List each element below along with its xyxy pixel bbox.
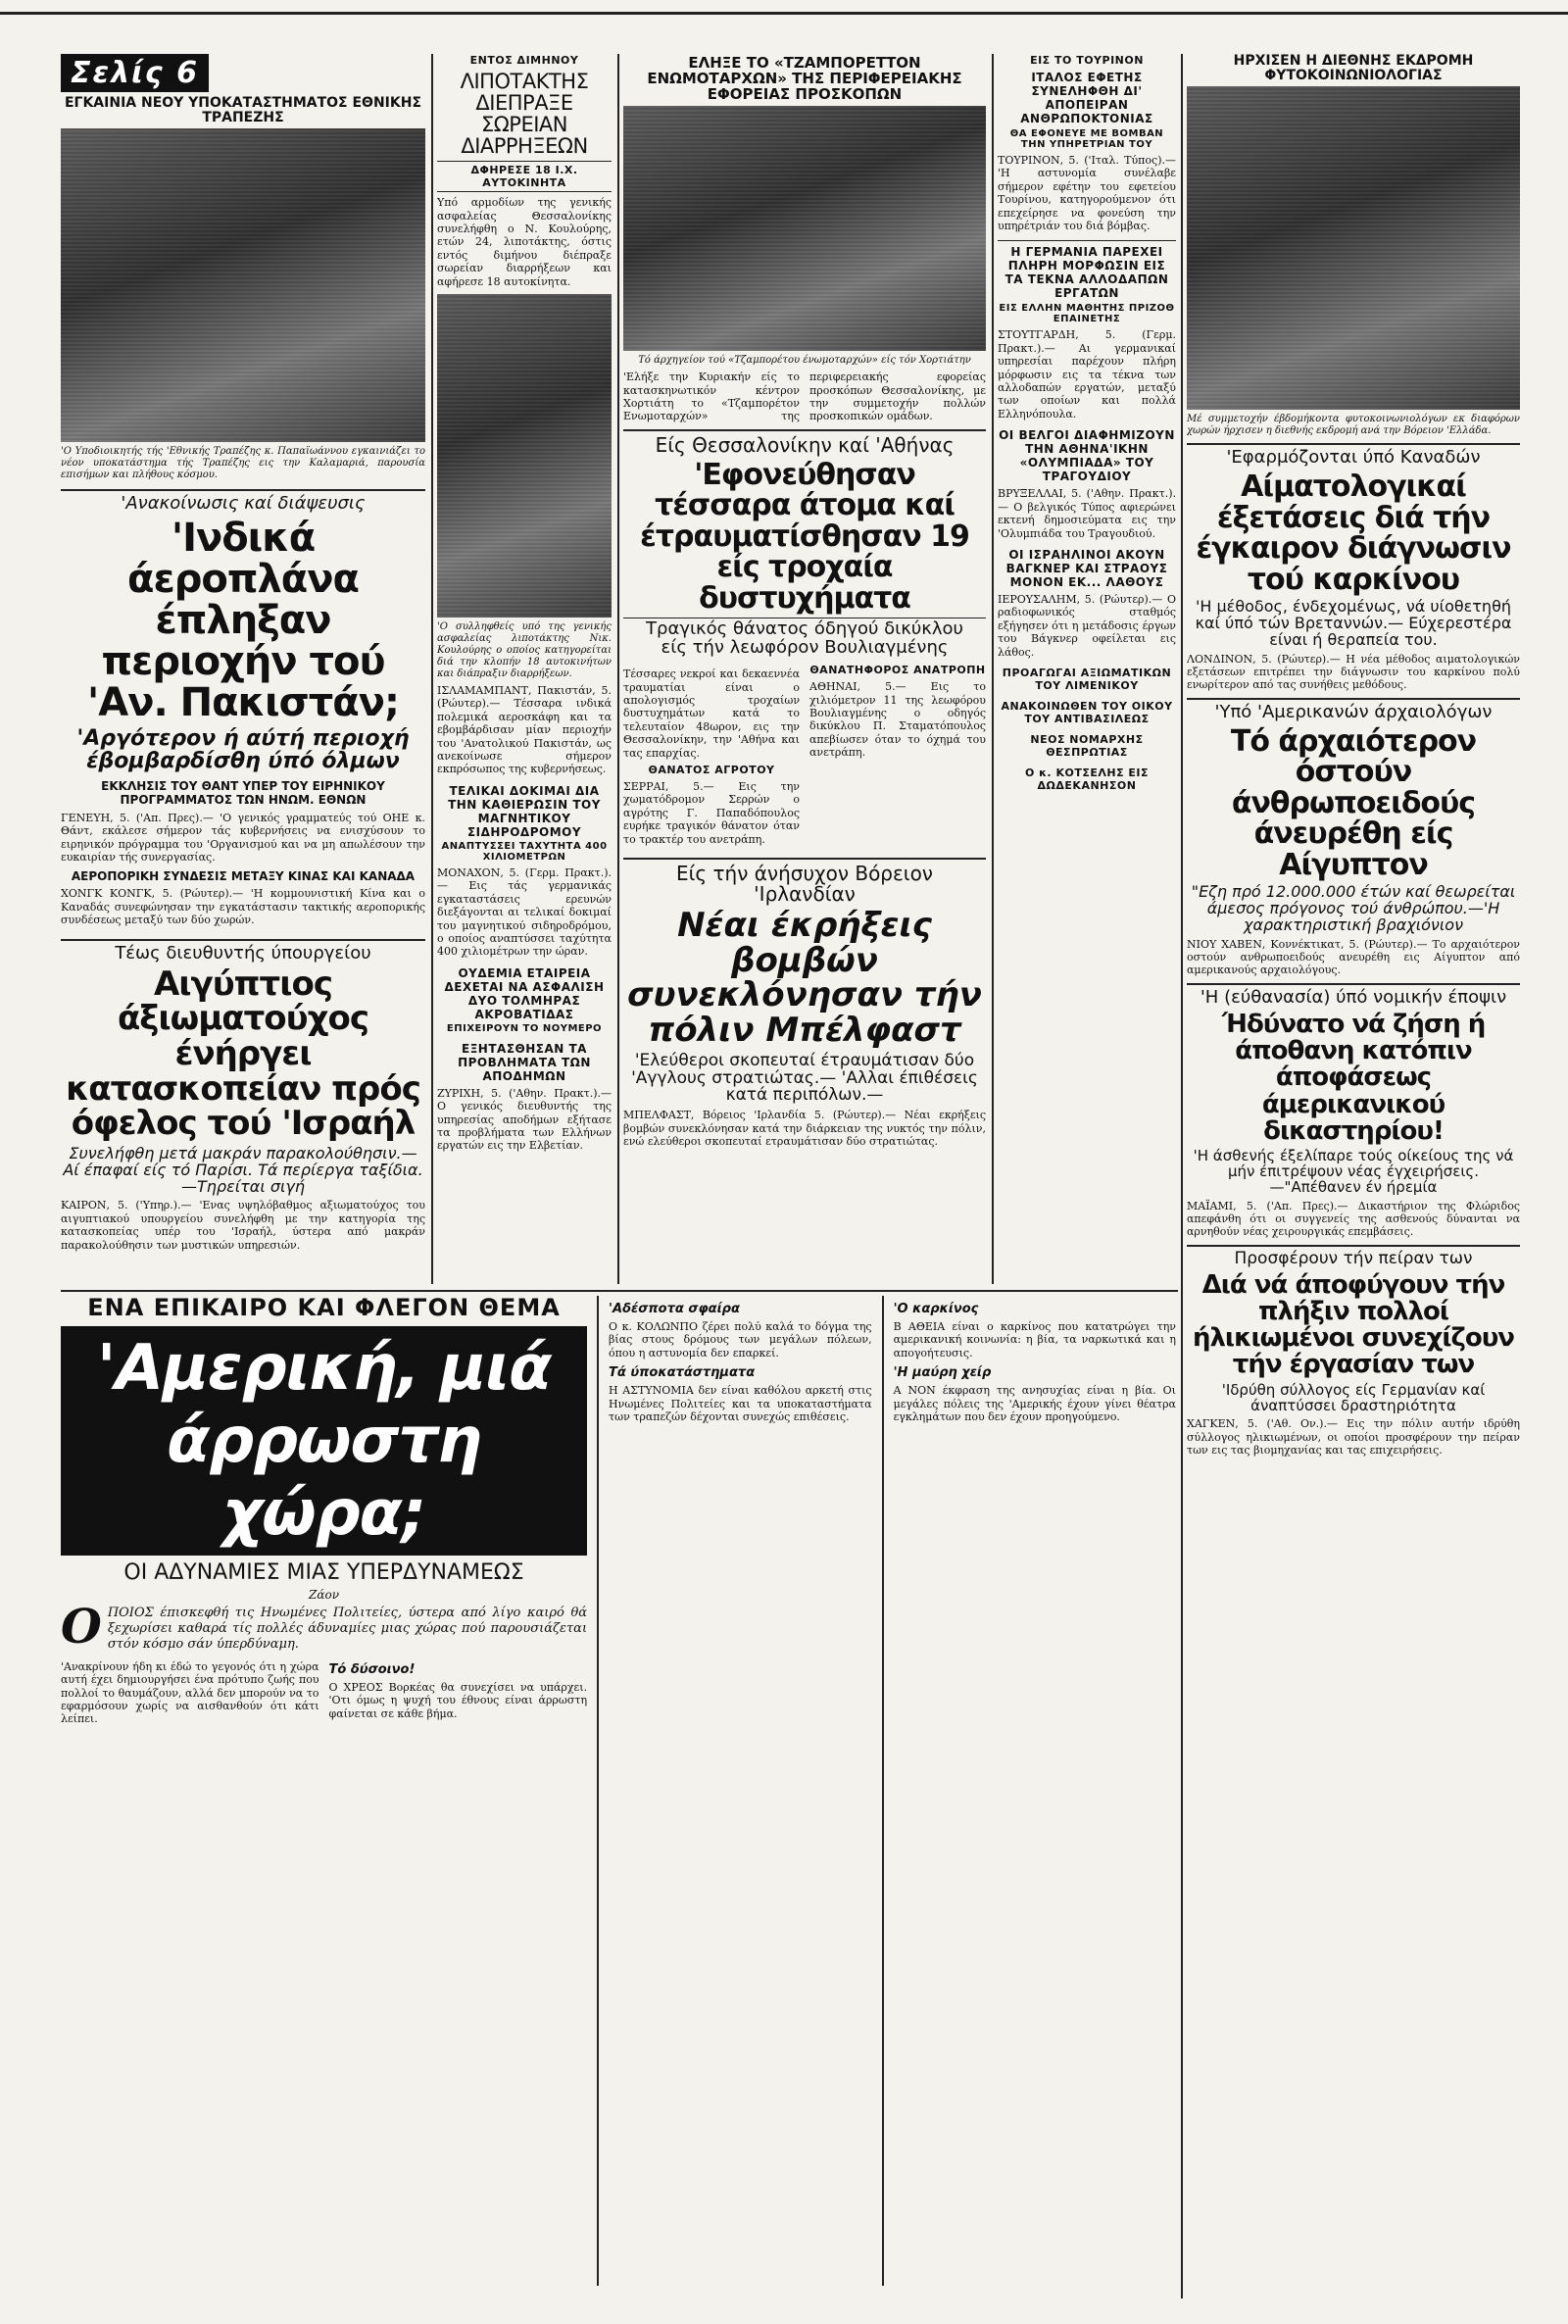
egypt-bone-kicker: 'Υπό 'Αμερικανών άρχαιολόγων (1214, 701, 1493, 722)
bank-opening-caption: 'Ο Υποδιοικητής τής 'Εθνικής Τραπέζης κ. Παπαϊωάννου εγκαινιάζει το νέον υποκατάστημα τής Τραπέζης εις την Καλαμαριά, παρουσία επισήμων και πλήθους κόσμου. (61, 446, 425, 481)
belfast-kicker: Είς τήν άνήσυχον Βόρειον 'Ιρλανδίαν (676, 862, 933, 907)
deserter-body: Υπό αρμοδίων της γενικής ασφαλείας Θεσσαλονίκης συνελήφθη ο Ν. Κουλούρης, ετών 24, λιποτάκτης, όστις εντός διμήνου διέπραξε σωρείαν διαρρήξεων και αφήρεσε 18 αυτοκίνητα. (437, 196, 612, 288)
cancer-deck: 'Η μέθοδος, ένδεχομένως, νά υίοθετηθή καί ύπό τών Βρεταννών.— Εύχερεστέρα είναι ή θεραπεία του. (1195, 597, 1512, 649)
column-2 (437, 54, 612, 1284)
india-headline: 'Ινδικά άεροπλάνα έπληξαν περιοχήν τού 'Αν. Πακιστάν; (87, 516, 399, 726)
phytosociology-photo (1187, 86, 1520, 410)
egypt-bone-deck: "Εζη πρό 12.000.000 έτών καί θεωρείται άμεσος πρόγονος τού άνθρώπου.—'Η χαρακτηριστική βραχιόνιον (1191, 882, 1516, 934)
thant-body: ΓΕΝΕΥΗ, 5. ('Απ. Πρες).— 'Ο γενικός γραμματεύς τού ΟΗΕ κ. Θάντ, εκάλεσε σήμερον τάς κυβερνήσεις να ενισχύσουν το ειρηνικόν πρόγραμμα του 'Οργανισμού και να μη απωλέσουν την ευκαιρίαν τής συνεργασίας. (61, 812, 425, 865)
accidents-kicker: Είς Θεσσαλονίκην καί 'Αθήνας (655, 432, 955, 457)
page-label: Σελίς 6 (61, 54, 209, 92)
deserter-kicker: ΕΝΤΟΣ ΔΙΜΗΝΟΥ (469, 54, 579, 67)
feature-subhead-5: 'Η μαύρη χείρ (893, 1365, 992, 1381)
elderly-kicker: Προσφέρουν τήν πείραν των (1234, 1248, 1473, 1268)
overturn-body: ΑΘΗΝΑΙ, 5.— Εις το χιλιόμετρον 11 της λεωφόρου Βουλιαγμένης ο οδηγός δικύκλου Π. Σταματόπουλος απεβίωσεν όταν το όχημά του ανετράπη. (809, 680, 986, 760)
egypt-bone-body: ΝΙΟΥ ΧΑΒΕΝ, Κοννέκτικατ, 5. (Ρώυτερ).— Το αρχαιότερον οστούν ανθρωποειδούς ανευρέθη εις Αίγυπτον από αμερικανούς αρχαιολόγους. (1187, 937, 1520, 977)
egypt-spy-headline: Αιγύπτιος άξιωματούχος ένήργει κατασκοπείαν πρός όφελος τού 'Ισραήλ (66, 964, 420, 1144)
turin-kicker: ΕΙΣ ΤΟ ΤΟΥΡΙΝΟΝ (1030, 54, 1144, 67)
feature-subhead-3: Τά ύποκατάστηματα (609, 1365, 756, 1381)
column-rule (1181, 54, 1183, 2299)
turin-headline: ΙΤΑΛΟΣ ΕΦΕΤΗΣ ΣΥΝΕΛΗΦΘΗ ΔΙ' ΑΠΟΠΕΙΡΑΝ ΑΝΘΡΩΠΟΚΤΟΝΙΑΣ (1020, 71, 1153, 125)
germany-education-subhead: ΕΙΣ ΕΛΛΗΝ ΜΑΘΗΤΗΣ ΠΡΙΖΟΘ ΕΠΑΙΝΕΤΗΣ (999, 303, 1175, 325)
pakistan-body: ΙΣΛΑΜΑΜΠΑΝΤ, Πακιστάν, 5. (Ρώυτερ).— Τέσσαρα ινδικά πολεμικά αεροσκάφη και τα εβομβάρδισαν μίαν περιοχήν του 'Ανατολικού Πακιστάν, ως ανεκοίνωσε σήμερον εκπρόσωπος της κυβερνήσεως. (437, 684, 612, 776)
feature-rule (61, 1290, 1178, 1292)
maglev-speed: ΑΝΑΠΤΥΣΣΕΙ ΤΑΧΥΤΗΤΑ 400 ΧΙΛΙΟΜΕΤΡΩΝ (441, 840, 608, 863)
column-1 (61, 54, 425, 1284)
turin-body: ΤΟΥΡΙΝΟΝ, 5. ('Ιταλ. Τύπος).— 'Η αστυνομία συνέλαβε σήμερον εφέτην του εφετείου Τουρίνου, κατηγορούμενον ότι επεχείρησε να φονεύση την υπηρέτριάν του διά βόμβας. (998, 154, 1176, 233)
belfast-headline: Νέαι έκρήξεις βομβών συνεκλόνησαν τήν πόλιν Μπέλφαστ (627, 906, 982, 1051)
scouts-body: 'Ελήξε την Κυριακήν είς το κατασκηνωτικόν κέντρον Χορτιάτη το «Τζαμπορέτον Ενωμοταρχών» της περιφερειακής εφορείας προσκόπων Θεσσαλονίκης, με την συμμετοχήν πολλών προσκοπικών ομάδων. (623, 371, 986, 423)
scouts-caption: Τό άρχηγείον τού «Τζαμπορέτου ένωμοταρχών» είς τόν Χορτιάτην (638, 355, 971, 367)
prefect-subhead: ΝΕΟΣ ΝΟΜΑΡΧΗΣ ΘΕΣΠΡΩΤΙΑΣ (1030, 732, 1144, 759)
cancer-body: ΛΟΝΔΙΝΟΝ, 5. (Ρώυτερ).— Η νέα μέθοδος αιματολογικών εξετάσεων επιτρέπει την διάγνωσιν του καρκίνου πολύ ενωρίτερον από τας συνήθεις μεθόδους. (1187, 652, 1520, 692)
feature-body-1b: Ο ΧΡΕΟΣ Βορκέας θα συνεχίσει να υπάρχει. 'Οτι όμως η ψυχή του έθνους είναι άρρωστη φαίνεται σε κάθε βήμα. (328, 1680, 588, 1720)
feature-byline: Ζάον (309, 1588, 340, 1603)
column-5 (1187, 54, 1520, 2299)
feature-body-1: 'Ανακρίνουν ήδη κι έδώ το γεγονός ότι η χώρα αυτή έχει δημιουργήσει ένα πρότυπο ζωής που πολλοί το θαυμάζουν, αλλά δεν μπορούν να το εφαρμόσουν χωρίς να αισθανθούν ότι κάτι λείπει. (61, 1659, 319, 1726)
feature-body-2: Ο κ. ΚΟΛΩΝΠΟ ζέρει πολύ καλά το δόγμα της βίας στους δρόμους των μεγάλων πόλεων, όπου η αστυνομία δεν επαρκεί. (609, 1320, 872, 1360)
egypt-spy-deck: Συνελήφθη μετά μακράν παρακολούθησιν.— Αί έπαφαί είς τό Παρίσι. Τά περίεργα ταξίδια.—Τηρείται σιγή (63, 1144, 423, 1196)
kotselis-subhead: Ο κ. ΚΟΤΣΕΛΗΣ ΕΙΣ ΔΩΔΕΚΑΝΗΣΟΝ (1024, 766, 1150, 792)
feature-body-5: Α ΝΟΝ έκφραση της ανησυχίας είναι η βία. Οι μεγάλες πόλεις της 'Αμερικής έχουν γίνει θέατρα εγκλημάτων που δεν έχουν προηγούμενο. (893, 1384, 1176, 1424)
column-3 (623, 54, 986, 1284)
feature-subhead-4: 'Ο καρκίνος (893, 1302, 979, 1316)
top-rule (0, 12, 1568, 15)
acrobats-deck: ΕΠΙΧΕΙΡΟΥΝ ΤΟ ΝΟΥΜΕΡΟ (446, 1022, 603, 1034)
cancer-headline: Αίματολογικαί έξετάσεις διά τήν έγκαιρον διάγνωσιν τού καρκίνου (1196, 470, 1511, 597)
thant-subhead: ΕΚΚΛΗΣΙΣ ΤΟΥ ΘΑΝΤ ΥΠΕΡ ΤΟΥ ΕΙΡΗΝΙΚΟΥ ΠΡΟΓΡΑΜΜΑΤΟΣ ΤΩΝ ΗΝΩΜ. ΕΘΝΩΝ (101, 779, 385, 808)
overturn-subhead: ΘΑΝΑΤΗΦΟΡΟΣ ΑΝΑΤΡΟΠΗ (809, 664, 986, 677)
maglev-body: ΜΟΝΑΧΟΝ, 5. (Γερμ. Πρακτ.).— Εις τάς γερμανικάς εγκαταστάσεις ερευνών διεξάγονται αι τελικαί δοκιμαί του μαγνητικού σιδηροδρόμου, ο οποίος αναπτύσσει ταχύτητα 400 χιλιομέτρων την ώραν. (437, 865, 612, 959)
acrobats-subhead: ΟΥΔΕΜΙΑ ΕΤΑΙΡΕΙΑ ΔΕΧΕΤΑΙ ΝΑ ΑΣΦΑΛΙΣΗ ΔΥΟ ΤΟΛΜΗΡΑΣ ΑΚΡΟΒΑΤΙΔΑΣ (444, 965, 605, 1021)
bank-opening-headline: ΕΓΚΑΙΝΙΑ ΝΕΟΥ ΥΠΟΚΑΤΑΣΤΗΜΑΤΟΣ ΕΘΝΙΚΗΣ ΤΡΑΠΕΖΗΣ (64, 95, 422, 125)
feature-subhead-1: Τό δύσοινο! (328, 1661, 416, 1677)
accidents-deck: Τραγικός θάνατος όδηγού δικύκλου (623, 618, 986, 639)
israelis-headline: ΟΙ ΙΣΡΑΗΛΙΝΟΙ ΑΚΟΥΝ ΒΑΓΚΝΕΡ ΚΑΙ ΣΤΡΑΟΥΣ ΜΟΝΟΝ ΕΚ... ΛΑΘΟΥΣ (1005, 547, 1168, 589)
regent-subhead: ΑΝΑΚΟΙΝΩΘΕΝ ΤΟΥ ΟΙΚΟΥ ΤΟΥ ΑΝΤΙΒΑΣΙΛΕΩΣ (1001, 699, 1173, 725)
emigrants-body: ΖΥΡΙΧΗ, 5. ('Αθην. Πρακτ.).— Ο γενικός διευθυντής της υπηρεσίας αποδήμων εξήτασε τα προβλήματα των Ελλήνων εργατών εις την Ελβετίαν. (437, 1086, 612, 1153)
scouts-photo (623, 106, 986, 351)
column-rule (431, 54, 433, 1284)
cancer-kicker: 'Εφαρμόζονται ύπό Καναδών (1226, 447, 1481, 469)
india-kicker: 'Ανακοίνωσις καί διάψευσις (121, 493, 366, 515)
feature-subhead-2: 'Αδέσποτα σφαίρα (609, 1302, 740, 1316)
elderly-headline: Διά νά άποφύγουν τήν πλήξιν πολλοί ήλικιωμένοι συνεχίζουν τήν έργασίαν των (1192, 1269, 1515, 1380)
accidents-headline: 'Εφονεύθησαν τέσσαρα άτομα καί έτραυματίσθησαν 19 είς τροχαία δυστυχήματα (640, 457, 969, 616)
phytosociology-caption: Μέ συμμετοχήν έβδομήκοντα φυτοκοινωνιολόγων εκ διαφόρων χωρών ήρχισεν η διεθνής εκδρομή ανά την Βόρειον 'Ελλάδα. (1187, 414, 1520, 437)
coastguard-subhead: ΠΡΟΑΓΩΓΑΙ ΑΞΙΩΜΑΤΙΚΩΝ ΤΟΥ ΛΙΜΕΝΙΚΟΥ (1002, 666, 1172, 692)
egypt-spy-kicker: Τέως διευθυντής ύπουργείου (115, 942, 371, 964)
column-rule (882, 1296, 884, 2286)
accidents-deck-2: είς τήν λεωφόρον Βουλιαγμένης (661, 637, 949, 659)
deserter-photo (437, 294, 612, 618)
germany-education-body: ΣΤΟΥΤΓΑΡΔΗ, 5. (Γερμ. Πρακτ.).— Αι γερμανικαί υπηρεσίαι παρέχουν πλήρη μόρφωσιν εις τα τέκνα των αλλοδαπών εργατών, μεταξύ των οποίων και πολλά Ελληνόπουλα. (998, 328, 1176, 420)
egypt-bone-headline: Τό άρχαιότερον όστούν άνθρωποειδούς άνευρέθη είς Αίγυπτον (1230, 723, 1477, 882)
feature-body-4: Β ΑΘΕΙΑ είναι ο καρκίνος που κατατρώγει την αμερικανική κοινωνία: η βία, τα ναρκωτικά και η απογοήτευσις. (893, 1320, 1176, 1360)
feature-lead (61, 1600, 588, 1656)
column-rule (992, 54, 994, 1284)
accidents-body: Τέσσαρες νεκροί και δεκαεννέα τραυματίαι είναι ο απολογισμός τροχαίων δυστυχημάτων κατά το τελευταίον 48ωρον, εις την Θεσσαλονίκην, την 'Αθήνα και τας επαρχίας. (623, 668, 800, 760)
farmer-death-subhead: ΘΑΝΑΤΟΣ ΑΓΡΟΤΟΥ (648, 764, 775, 776)
farmer-death-body: ΣΕΡΡΑΙ, 5.— Εις την χωματόδρομον Σερρών ο αγρότης Γ. Παπαδόπουλος ευρήκε τραγικόν θάνατον όταν το τρακτέρ του ανετράπη. (623, 780, 800, 846)
column-4 (998, 54, 1176, 1284)
feature-banner: 'Αμερική, μιά άρρωστη χώρα; (61, 1326, 587, 1556)
euthanasia-headline: Ήδύνατο νά ζήση ή άποθανη κατόπιν άποφάσεως άμερικανικού δικαστηρίου! (1221, 1009, 1486, 1146)
feature-body-3: Η ΑΣΤΥΝΟΜΙΑ δεν είναι καθόλου αρκετή στις Ηνωμένες Πολιτείες και τα υποκαταστήματα των τραπεζών δέχονται συνεχώς επιθέσεις. (609, 1384, 872, 1424)
china-canada-body: ΧΟΝΓΚ ΚΟΝΓΚ, 5. (Ρώυτερ).— 'Η κομμουνιστική Κίνα και ο Καναδάς συνεφώνησαν την εγκατάστασιν τακτικής αεροπορικής συνδέσεως μεταξύ των δύο χωρών. (61, 887, 425, 927)
feature-lead-text: ΠΟΙΟΣ έπισκεφθή τις Ηνωμένες Πολιτείες, ύστερα από λίγο καιρό θά ξεχωρίσει καθαρά τίς πολλές άδυναμίες μιας χώρας πού παρουσιάζεται στόν κόσμο σάν ύπερδύναμη. (107, 1606, 588, 1652)
emigrants-subhead: ΕΞΗΤΑΣΘΗΣΑΝ ΤΑ ΠΡΟΒΛΗΜΑΤΑ ΤΩΝ ΑΠΟΔΗΜΩΝ (458, 1041, 591, 1083)
china-canada-subhead: ΑΕΡΟΠΟΡΙΚΗ ΣΥΝΔΕΣΙΣ ΜΕΤΑΞΥ ΚΙΝΑΣ ΚΑΙ ΚΑΝΑΔΑ (71, 868, 416, 883)
israelis-body: ΙΕΡΟΥΣΑΛΗΜ, 5. (Ρώυτερ).— Ο ραδιοφωνικός σταθμός εξήγησεν ότι η μετάδοσις έργων του Βάγκνερ οφείλεται εις λάθος. (998, 592, 1176, 659)
deserter-caption: 'Ο συλληφθείς υπό της γενικής ασφαλείας λιποτάκτης Νικ. Κουλούρης ο οποίος κατηγορείται διά την κλοπήν 18 αυτοκινήτων και διάπραξιν διαρρήξεων. (437, 621, 612, 680)
scouts-headline: ΕΛΗΞΕ ΤΟ «ΤΖΑΜΠΟΡΕΤΤΟΝ ΕΝΩΜΟΤΑΡΧΩΝ» ΤΗΣ ΠΕΡΙΦΕΡΕΙΑΚΗΣ ΕΦΟΡΕΙΑΣ ΠΡΟΣΚΟΠΩΝ (647, 54, 962, 103)
column-rule (597, 1296, 599, 2286)
feature-dropcap: O (61, 1600, 102, 1656)
belgians-body: ΒΡΥΞΕΛΛΑΙ, 5. ('Αθην. Πρακτ.).— Ο βελγικός Τύπος αφιερώνει εκτενή δημοσιεύματα εις την 'Ολυμπιάδα του Τραγουδιού. (998, 487, 1176, 540)
belfast-body: ΜΠΕΛΦΑΣΤ, Βόρειος 'Ιρλανδία 5. (Ρώυτερ).— Νέαι εκρήξεις βομβών συνεκλόνησαν κατά την διάρκειαν της νυκτός την πόλιν, ενώ ελεύθεροι σκοπευταί ετραυμάτισαν δύο στρατιώτας. (623, 1109, 986, 1149)
germany-education-headline: Η ΓΕΡΜΑΝΙΑ ΠΑΡΕΧΕΙ ΠΛΗΡΗ ΜΟΡΦΩΣΙΝ ΕΙΣ ΤΑ ΤΕΚΝΑ ΑΛΛΟΔΑΠΩΝ ΕΡΓΑΤΩΝ (998, 240, 1176, 300)
belfast-deck: 'Ελεύθεροι σκοπευταί έτραυμάτισαν δύο 'Αγγλους στρατιώτας.— 'Αλλαι έπιθέσεις κατά περιπόλων.— (631, 1050, 978, 1106)
belgians-headline: ΟΙ ΒΕΛΓΟΙ ΔΙΑΦΗΜΙΖΟΥΝ ΤΗΝ ΑΘΗΝΑ'ΙΚΗΝ «ΟΛΥΜΠΙΑΔΑ» ΤΟΥ ΤΡΑΓΟΥΔΙΟΥ (999, 428, 1175, 484)
india-deck: 'Αργότερον ή αύτή περιοχή έβομβαρδίσθη ύπό όλμων (76, 726, 410, 774)
feature-deck: ΟΙ ΑΔΥΝΑΜΙΕΣ ΜΙΑΣ ΥΠΕΡΔΥΝΑΜΕΩΣ (123, 1560, 524, 1586)
deserter-subhead: ΔΦΗΡΕΣΕ 18 Ι.Χ. ΑΥΤΟΚΙΝΗΤΑ (437, 161, 612, 192)
bank-opening-photo (61, 128, 425, 442)
euthanasia-deck: 'Η άσθενής έξελίπαρε τούς οίκείους της νά μήν έπιτρέψουν νέας έγχειρήσεις.—"Απέθανεν έν ήρεμία (1193, 1147, 1514, 1196)
phytosociology-headline: ΗΡΧΙΣΕΝ Η ΔΙΕΘΝΗΣ ΕΚΔΡΟΜΗ ΦΥΤΟΚΟΙΝΩΝΙΟΛΟΓΙΑΣ (1233, 54, 1474, 83)
feature-section (61, 1296, 1176, 2299)
elderly-body: ΧΑΓΚΕΝ, 5. ('Αθ. Ον.).— Εις την πόλιν αυτήν ιδρύθη σύλλογος ηλικιωμένων, οι οποίοι προσφέρουν την πείραν των εις τας βιομηχανίας και τας επιχειρήσεις. (1187, 1417, 1520, 1458)
turin-subhead: ΘΑ ΕΦΟΝΕΥΕ ΜΕ ΒΟΜΒΑΝ ΤΗΝ ΥΠΗΡΕΤΡΙΑΝ ΤΟΥ (1009, 128, 1164, 150)
maglev-subhead: ΤΕΛΙΚΑΙ ΔΟΚΙΜΑΙ ΔΙΑ ΤΗΝ ΚΑΘΙΕΡΩΣΙΝ ΤΟΥ ΜΑΓΝΗΤΙΚΟΥ ΣΙΔΗΡΟΔΡΟΜΟΥ (448, 783, 601, 839)
column-rule (617, 54, 619, 1284)
deserter-headline: ΛΙΠΟΤΑΚΤΗΣ ΔΙΕΠΡΑΞΕ ΣΩΡΕΙΑΝ ΔΙΑΡΡΗΞΕΩΝ (460, 70, 589, 159)
egypt-spy-body: ΚΑΙΡΟΝ, 5. ('Υπηρ.).— 'Ενας υψηλόβαθμος αξιωματούχος του αιγυπτιακού υπουργείου συνελήφθη με την κατηγορία της κατασκοπείας υπέρ του 'Ισραήλ, ύστερα από μακράν παρακολούθησιν των μυστικών υπηρεσιών. (61, 1199, 425, 1252)
feature-kicker: ΕΝΑ ΕΠΙΚΑΙΡΟ ΚΑΙ ΦΛΕΓΟΝ ΘΕΜΑ (87, 1296, 561, 1321)
euthanasia-kicker: 'Η (εύθανασία) ύπό νομικήν έποψιν (1200, 986, 1507, 1008)
euthanasia-body: ΜΑΪΑΜΙ, 5. ('Απ. Πρες).— Δικαστήριον της Φλώριδος απεφάνθη ότι οι συγγενείς της ασθενούς δύνανται να αρνηθούν νέας χειρουργικάς επεμβάσεις. (1187, 1199, 1520, 1239)
elderly-deck: 'Ιδρύθη σύλλογος είς Γερμανίαν καί άναπτύσσει δραστηριότητα (1221, 1380, 1486, 1414)
